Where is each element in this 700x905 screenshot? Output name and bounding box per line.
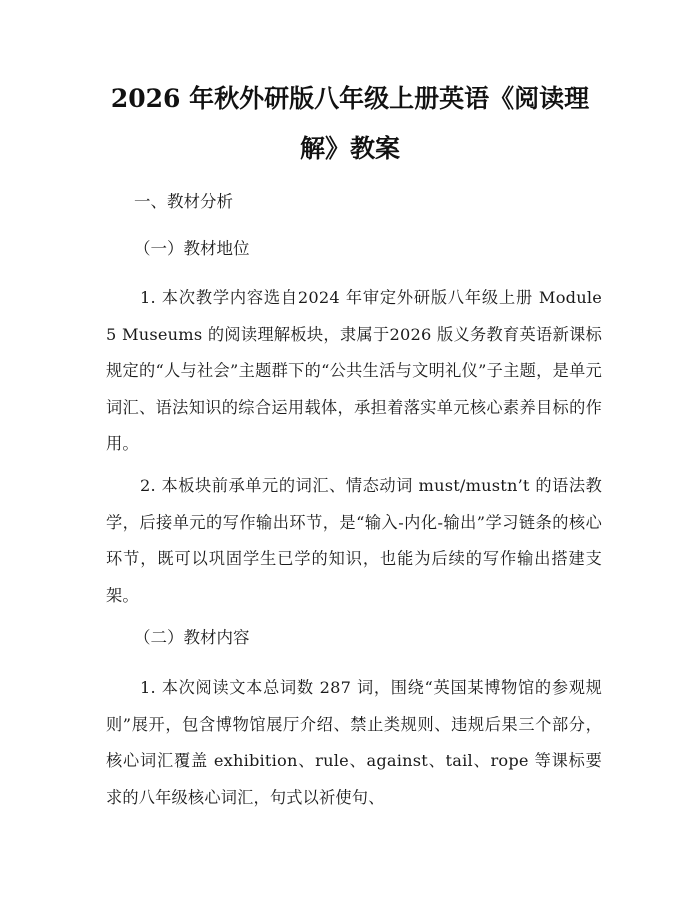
subsection-heading-textbook-position: （一）教材地位: [134, 239, 250, 258]
paragraph-textbook-position-2: 2. 本板块前承单元的词汇、情态动词 must/mustn’t 的语法教学，后接单元的写作输出环节，是“输入-内化-输出”学习链条的核心环节，既可以巩固学生已学的知识，也能为后续的写作输出搭建支架。: [106, 476, 602, 605]
paragraph-textbook-position-1: 1. 本次教学内容选自2024 年审定外研版八年级上册 Module 5 Museums 的阅读理解板块，隶属于2026 版义务教育英语新课标规定的“人与社会”主题群下的“公共生活与文明礼仪”子主题，是单元词汇、语法知识的综合运用载体，承担着落实单元核心素养目标的作用。: [106, 288, 602, 453]
section-heading-textbook-analysis: 一、教材分析: [134, 192, 233, 211]
document-title-line-2: 解》教案: [299, 134, 400, 163]
document-title-line-1: 2026 年秋外研版八年级上册英语《阅读理: [110, 84, 590, 113]
paragraph-textbook-content-1: 1. 本次阅读文本总词数 287 词，围绕“英国某博物馆的参观规则”展开，包含博物馆展厅介绍、禁止类规则、违规后果三个部分，核心词汇覆盖 exhibition、rule、against、tail、rope 等课标要求的八年级核心词汇，句式以祈使句、: [106, 678, 602, 807]
subsection-heading-textbook-content: （二）教材内容: [134, 628, 250, 647]
